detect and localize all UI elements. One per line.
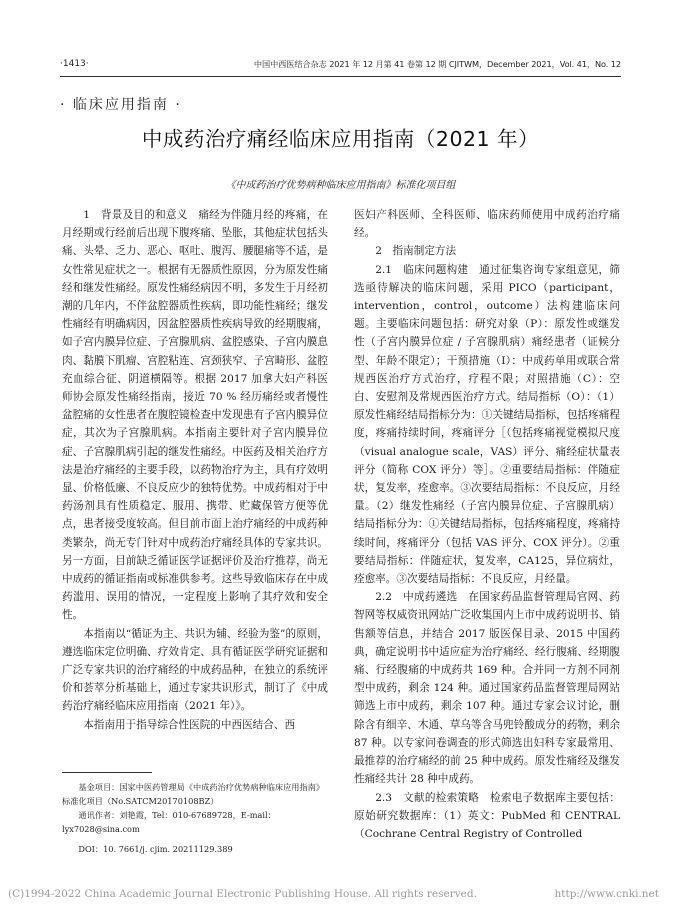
footnote-fund: 基金项目：国家中医药管理局《中成药治疗优势病种临床应用指南》标准化项目（No.SATCM20170108BZ） <box>62 782 325 806</box>
article-title: 中成药治疗痛经临床应用指南（2021 年） <box>141 127 540 151</box>
footnotes <box>62 780 328 856</box>
footnote-rule <box>62 772 152 773</box>
paragraph-search-strategy: 2.3 文献的检索策略 检索电子数据库主要包括：原始研究数据库：（1）英文：PubMed 和 CENTRAL（Cochrane Central Registry of Controlled <box>354 791 620 840</box>
running-header <box>60 59 621 75</box>
paragraph-drug-selection: 2.2 中成药遴选 在国家药品监督管理局官网、药智网等权威资讯网站广泛收集国内上市中成药说明书、销售额等信息，并结合 2017 版医保目录、2015 中国药典，确定说明书中适应症为治疗痛经、经行腹痛、经期腹痛、行经腹痛的中成药共 169 种。合并同一方剂不同剂型中成药，剩余 124 种。通过国家药品监督管理局网站筛选上市中成药，剩余 107 种。通过专家会议讨论，删除含有细辛、木通、草乌等含马兜铃酸成分的药物，剩余 87 种。以专家问卷调查的形式筛选出妇科专家最常用、最推荐的治疗痛经的前 25 种中成药。原发性痛经及继发性痛经共计 28 种中成药。 <box>354 591 620 786</box>
column-name: · 临床应用指南 · <box>60 97 182 113</box>
paragraph-scope: 本指南用于指导综合性医院的中西医结合、西 <box>83 718 296 731</box>
right-column <box>354 206 620 843</box>
section-heading-methods: 2 指南制定方法 <box>375 245 457 258</box>
footnote-contact: 通讯作者：刘艳霞，Tel：010-67689728，E-mail：lyx7028@sina.com <box>62 810 276 834</box>
cnki-url: http://www.cnki.net <box>554 888 659 900</box>
paragraph-clinical-questions: 2.1 临床问题构建 通过征集咨询专家组意见，筛选亟待解决的临床问题，采用 PICO（participant，intervention，control，outcome）法构建临床问题。主要临床问题包括：研究对象（P）：原发性或继发性（子宫内膜异位症 / 子宫腺肌病）痛经患者（证候分型、年龄不限定）；干预措施（I）：中成药单用或联合常规西医治疗方式治疗，疗程不限；对照措施（C）：空白、安慰剂及常规西医治疗方式。结局指标（O）：（1）原发性痛经结局指标分为：①关键结局指标，包括疼痛程度，疼痛持续时间，疼痛评分［（包括疼痛视觉模拟尺度（visual analogue scale，VAS）评分、痛经症状量表评分（简称 COX 评分）等］。②重要结局指标：伴随症状，复发率，痊愈率。③次要结局指标：不良反应，月经量。（2）继发性痛经（子宫内膜异位症、子宫腺肌病）结局指标分为：①关键结局指标，包括疼痛程度，疼痛持续时间，疼痛评分（包括 VAS 评分、COX 评分）。②重要结局指标：伴随症状，复发率，CA125，异位病灶，痊愈率。③次要结局指标：不良反应，月经量。 <box>354 263 620 586</box>
page-number: ·1413· <box>60 59 89 69</box>
paragraph-scope-continued: 医妇产科医师、全科医师、临床药师使用中成药治疗痛经。 <box>354 209 620 240</box>
footnote-doi: DOI：10. 7661/j. cjim. 20211129.389 <box>78 844 233 854</box>
left-column <box>62 206 328 734</box>
paragraph-principle: 本指南以“循证为主、共识为辅、经验为鉴”的原则，遵选临床定位明确、疗效肯定、具有循证医学研究证据和广泛专家共识的治疗痛经的中成药品种，在独立的系统评价和荟萃分析基础上，通过专家共识形式，制订了《中成药治疗痛经临床应用指南（2021 年）》。 <box>62 627 328 713</box>
journal-citation: 中国中西医结合杂志 2021 年 12 月第 41 卷第 12 期 CJITWM，December 2021，Vol. 41，No. 12 <box>253 59 621 69</box>
header-rule <box>60 76 621 77</box>
paragraph-background: 1 背景及目的和意义 痛经为伴随月经的疼痛，在月经期或行经前后出现下腹疼痛、坠胀，其他症状包括头痛、头晕、乏力、恶心、呕吐、腹泻、腰腿痛等不适，是女性常见症状之一。根据有无器质性原因，分为原发性痛经和继发性痛经。原发性痛经病因不明，多发生于月经初潮的几年内，不伴盆腔器质性疾病，即功能性痛经；继发性痛经有明确病因，因盆腔器质性疾病导致的经期腹痛，如子宫内膜异位症、子宫腺肌病、盆腔感染、子宫内膜息肉、黏膜下肌瘤、宫腔粘连、宫颈狭窄、子宫畸形、盆腔充血综合征、阴道横隔等。根据 2017 加拿大妇产科医师协会原发性痛经指南，接近 70 % 经历痛经或者慢性盆腔痛的女性患者在腹腔镜检查中发现患有子宫内膜异位症，其次为子宫腺肌病。本指南主要针对子宫内膜异位症、子宫腺肌病引起的继发性痛经。中医药及相关治疗方法是治疗痛经的主要手段，以药物治疗为主，具有疗效明显、价格低廉、不良反应少的独特优势。中成药相对于中药汤剂具有性质稳定、服用、携带、贮藏保管方便等优点，患者接受度较高。但目前市面上治疗痛经的中成药种类繁杂，尚无专门针对中成药治疗痛经具体的专家共识。另一方面，目前缺乏循证医学证据评价及治疗推荐，尚无中成药的循证指南或标准供参考。这些导致临床存在中成药滥用、误用的情况，一定程度上影响了其疗效和安全性。 <box>62 209 328 622</box>
copyright-text: (C)1994-2022 China Academic Journal Electronic Publishing House. All rights reserved. <box>8 888 477 900</box>
author-group: 《中成药治疗优势病种临床应用指南》标准化项目组 <box>225 180 456 191</box>
